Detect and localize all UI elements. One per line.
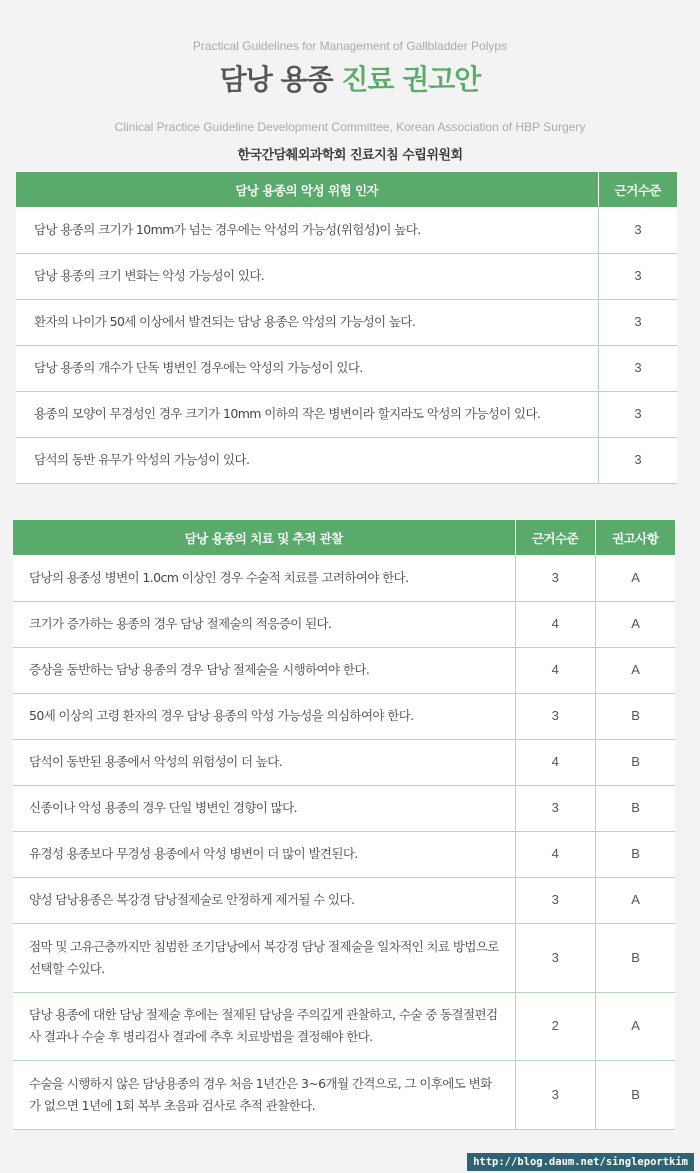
recommendation-grade-cell: A bbox=[595, 601, 675, 647]
treatment-text: 수술을 시행하지 않은 담낭용종의 경우 처음 1년간은 3~6개월 간격으로, 그 이후에도 변화가 없으면 1년에 1회 복부 초음파 검사로 추적 관찰한다. bbox=[13, 1060, 515, 1129]
header-treatment: 담낭 용종의 치료 및 추적 관찰 bbox=[13, 520, 515, 555]
table-row bbox=[16, 345, 677, 391]
evidence-level-cell: 3 bbox=[598, 253, 677, 299]
table-row bbox=[13, 831, 675, 877]
table-header-row bbox=[13, 520, 675, 555]
risk-factor-text: 담낭 용종의 개수가 단독 병변인 경우에는 악성의 가능성이 있다. bbox=[16, 345, 598, 391]
table-row bbox=[13, 647, 675, 693]
treatment-text: 담석이 동반된 용종에서 악성의 위험성이 더 높다. bbox=[13, 739, 515, 785]
treatment-text: 50세 이상의 고령 환자의 경우 담낭 용종의 악성 가능성을 의심하여야 한다. bbox=[13, 693, 515, 739]
table-row bbox=[16, 207, 677, 253]
recommendation-grade-cell: B bbox=[595, 1060, 675, 1129]
title-part-accent: 진료 권고안 bbox=[341, 63, 481, 96]
treatment-table bbox=[13, 520, 675, 1130]
header-evidence-level: 근거수준 bbox=[598, 172, 677, 207]
table-row bbox=[13, 923, 675, 992]
header-recommendation: 권고사항 bbox=[595, 520, 675, 555]
header-evidence-level: 근거수준 bbox=[515, 520, 595, 555]
evidence-level-cell: 3 bbox=[515, 785, 595, 831]
treatment-text: 점막 및 고유근층까지만 침범한 조기담낭에서 복강경 담낭 절제술을 일차적인 치료 방법으로 선택할 수있다. bbox=[13, 923, 515, 992]
treatment-text: 크기가 증가하는 용종의 경우 담낭 절제술의 적응증이 된다. bbox=[13, 601, 515, 647]
treatment-text: 신종이나 악성 용종의 경우 단일 병변인 경향이 많다. bbox=[13, 785, 515, 831]
evidence-level-cell: 3 bbox=[515, 1060, 595, 1129]
risk-factor-text: 용종의 모양이 무경성인 경우 크기가 10mm 이하의 작은 병변이라 할지라도 악성의 가능성이 있다. bbox=[16, 391, 598, 437]
evidence-level-cell: 3 bbox=[598, 437, 677, 483]
treatment-text: 증상을 동반하는 담낭 용종의 경우 담낭 절제술을 시행하여야 한다. bbox=[13, 647, 515, 693]
risk-factor-text: 담석의 동반 유무가 악성의 가능성이 있다. bbox=[16, 437, 598, 483]
english-title: Practical Guidelines for Management of Gallbladder Polyps bbox=[192, 39, 508, 53]
evidence-level-cell: 4 bbox=[515, 831, 595, 877]
evidence-level-cell: 4 bbox=[515, 601, 595, 647]
table-row bbox=[16, 437, 677, 483]
treatment-text: 양성 담낭용종은 복강경 담낭절제술로 안정하게 제거될 수 있다. bbox=[13, 877, 515, 923]
korean-subtitle: 한국간담췌외과학회 진료지침 수립위원회 bbox=[237, 148, 463, 163]
recommendation-grade-cell: A bbox=[595, 647, 675, 693]
recommendation-grade-cell: A bbox=[595, 555, 675, 601]
recommendation-grade-cell: B bbox=[595, 923, 675, 992]
evidence-level-cell: 3 bbox=[598, 391, 677, 437]
evidence-level-cell: 4 bbox=[515, 647, 595, 693]
evidence-level-cell: 4 bbox=[515, 739, 595, 785]
header-risk-factor: 담낭 용종의 악성 위험 인자 bbox=[16, 172, 598, 207]
evidence-level-cell: 3 bbox=[515, 555, 595, 601]
table-row bbox=[16, 391, 677, 437]
risk-factor-text: 환자의 나이가 50세 이상에서 발견되는 담낭 용종은 악성의 가능성이 높다. bbox=[16, 299, 598, 345]
evidence-level-cell: 3 bbox=[515, 877, 595, 923]
english-subtitle: Clinical Practice Guideline Development Committee, Korean Association of HBP Surgery bbox=[114, 120, 586, 134]
evidence-level-cell: 3 bbox=[515, 693, 595, 739]
evidence-level-cell: 3 bbox=[598, 345, 677, 391]
recommendation-grade-cell: A bbox=[595, 877, 675, 923]
recommendation-grade-cell: A bbox=[595, 992, 675, 1060]
blog-watermark: http://blog.daum.net/singleportkim bbox=[467, 1153, 694, 1171]
evidence-level-cell: 3 bbox=[598, 207, 677, 253]
table-row bbox=[16, 253, 677, 299]
evidence-level-cell: 3 bbox=[515, 923, 595, 992]
table-row bbox=[13, 739, 675, 785]
recommendation-grade-cell: B bbox=[595, 693, 675, 739]
risk-factor-text: 담낭 용종의 크기가 10mm가 넘는 경우에는 악성의 가능성(위험성)이 높다. bbox=[16, 207, 598, 253]
evidence-level-cell: 2 bbox=[515, 992, 595, 1060]
table-row bbox=[13, 555, 675, 601]
table-row bbox=[16, 299, 677, 345]
table-row bbox=[13, 877, 675, 923]
treatment-text: 담낭 용종에 대한 담낭 절제술 후에는 절제된 담낭을 주의깊게 관찰하고, 수술 중 동결절편검사 결과나 수술 후 병리검사 결과에 추후 치료방법을 결정해야 한다. bbox=[13, 992, 515, 1060]
table-row bbox=[13, 693, 675, 739]
recommendation-grade-cell: B bbox=[595, 785, 675, 831]
page-title bbox=[0, 58, 700, 98]
treatment-text: 담낭의 용종성 병변이 1.0cm 이상인 경우 수술적 치료를 고려하여야 한다. bbox=[13, 555, 515, 601]
table-row bbox=[13, 785, 675, 831]
risk-factor-table bbox=[16, 172, 677, 484]
title-part-main: 담낭 용종 bbox=[219, 63, 333, 96]
risk-factor-text: 담낭 용종의 크기 변화는 악성 가능성이 있다. bbox=[16, 253, 598, 299]
treatment-text: 유경성 용종보다 무경성 용종에서 악성 병변이 더 많이 발견된다. bbox=[13, 831, 515, 877]
recommendation-grade-cell: B bbox=[595, 739, 675, 785]
table-row bbox=[13, 601, 675, 647]
table-row bbox=[13, 992, 675, 1060]
recommendation-grade-cell: B bbox=[595, 831, 675, 877]
table-header-row bbox=[16, 172, 677, 207]
evidence-level-cell: 3 bbox=[598, 299, 677, 345]
table-row bbox=[13, 1060, 675, 1129]
